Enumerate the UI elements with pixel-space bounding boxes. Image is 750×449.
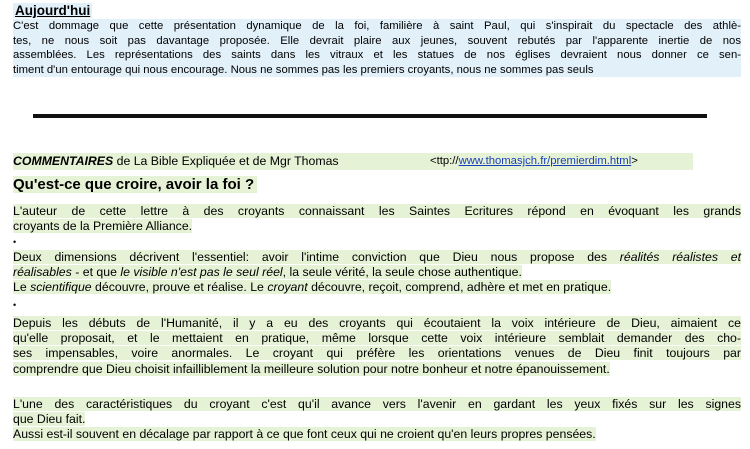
text-line <box>13 427 741 442</box>
intro-paragraph <box>13 19 741 77</box>
text-span: Aussi est-il souvent en décalage par rapport à ce que font ceux qui ne croient qu'en leurs propres pensées. <box>13 427 596 442</box>
italic-text: le visible n'est pas le seul réel <box>120 265 283 280</box>
question-heading: Qu'est-ce que croire, avoir la foi ? <box>13 176 257 193</box>
text-span: découvre, prouve et réalise. Le <box>91 280 268 295</box>
italic-text: réalisables <box>13 265 72 280</box>
text-span: Depuis les débuts de l'Humanité, il y a eu des croyants qui écoutaient la voix intérieure de Dieu, aimaient ce <box>13 316 741 330</box>
commentaires-label: COMMENTAIRES <box>13 154 114 168</box>
paragraph-4 <box>13 397 741 443</box>
text-line: timent d'un entourage qui nous encourage. Nous ne sommes pas les premiers croyants, nous ne sommes pas seuls <box>13 63 594 76</box>
commentaires-source: de La Bible Expliquée et de Mgr Thomas <box>113 154 339 168</box>
text-span: L'une des caractéristiques du croyant c'est qu'il avance vers l'avenir en gardant les yeux fixés sur les signes <box>13 397 741 411</box>
text-span: ses impensables, voire anormales. Le croyant qui préfère les orientations venues de Dieu finit toujours par <box>13 346 741 361</box>
bullet-marker: • <box>13 237 17 247</box>
text-line <box>13 331 741 346</box>
italic-text: croyant <box>267 280 308 295</box>
text-span: croyants de la Première Alliance. <box>13 219 193 234</box>
paragraph-1 <box>13 204 741 234</box>
source-url <box>430 153 638 170</box>
text-span: L'auteur de cette lettre à des croyants connaissant les Saintes Ecritures répond en évoquant les grands <box>13 204 741 218</box>
section-title-aujourdhui: Aujourd'hui <box>15 3 91 18</box>
paragraph-2 <box>13 250 741 296</box>
text-line <box>13 265 741 280</box>
text-span: Deux dimensions décrivent l'essentiel: avoir l'intime conviction que Dieu nous propose des <box>13 250 620 264</box>
text-span: - et que <box>71 265 121 280</box>
text-span: Le <box>13 280 31 295</box>
paragraph-3 <box>13 316 741 377</box>
text-line <box>13 280 741 295</box>
commentaires-source-line <box>13 153 693 170</box>
source-link[interactable]: www.thomasjch.fr/premierdim.html <box>458 155 632 167</box>
text-line <box>13 362 741 377</box>
text-span: découvre, reçoit, comprend, adhère et met en pratique. <box>307 280 612 295</box>
text-line <box>13 397 741 412</box>
italic-text: scientifique <box>30 280 92 295</box>
text-line <box>13 316 741 331</box>
italic-text: réalités réalistes et <box>619 250 741 264</box>
text-span: comprendre que Dieu choisit infailliblement la meilleure solution pour notre bonheur et notre épanouissement. <box>13 361 610 376</box>
horizontal-divider <box>33 114 707 118</box>
text-line: assemblées. Les représentations des saints dans les vitraux et les statues de nos églises devraient nous donner ce sen- <box>13 49 741 62</box>
text-line: C'est dommage que cette présentation dynamique de la foi, familière à saint Paul, qui s'inspirait du spectacle des athlè- <box>13 20 741 32</box>
text-line <box>13 250 741 265</box>
text-span: qu'elle proposait, et le mettaient en pratique, même lorsque cette voix intérieure semblait demander des cho- <box>13 331 741 346</box>
url-prefix: <ttp:// <box>430 155 459 167</box>
url-suffix: > <box>631 155 638 167</box>
text-line <box>13 219 741 234</box>
text-line <box>13 204 741 219</box>
text-span: que Dieu fait. <box>13 412 86 427</box>
text-line <box>13 346 741 361</box>
bullet-marker: • <box>13 300 17 310</box>
text-line: tes, ne nous soit pas davantage proposée. Elle devrait plaire aux jeunes, souvent rebutés par l'apparente inertie de nos <box>13 34 741 47</box>
text-line <box>13 412 741 427</box>
text-span: , la seule vérité, la seule chose authentique. <box>282 265 522 280</box>
